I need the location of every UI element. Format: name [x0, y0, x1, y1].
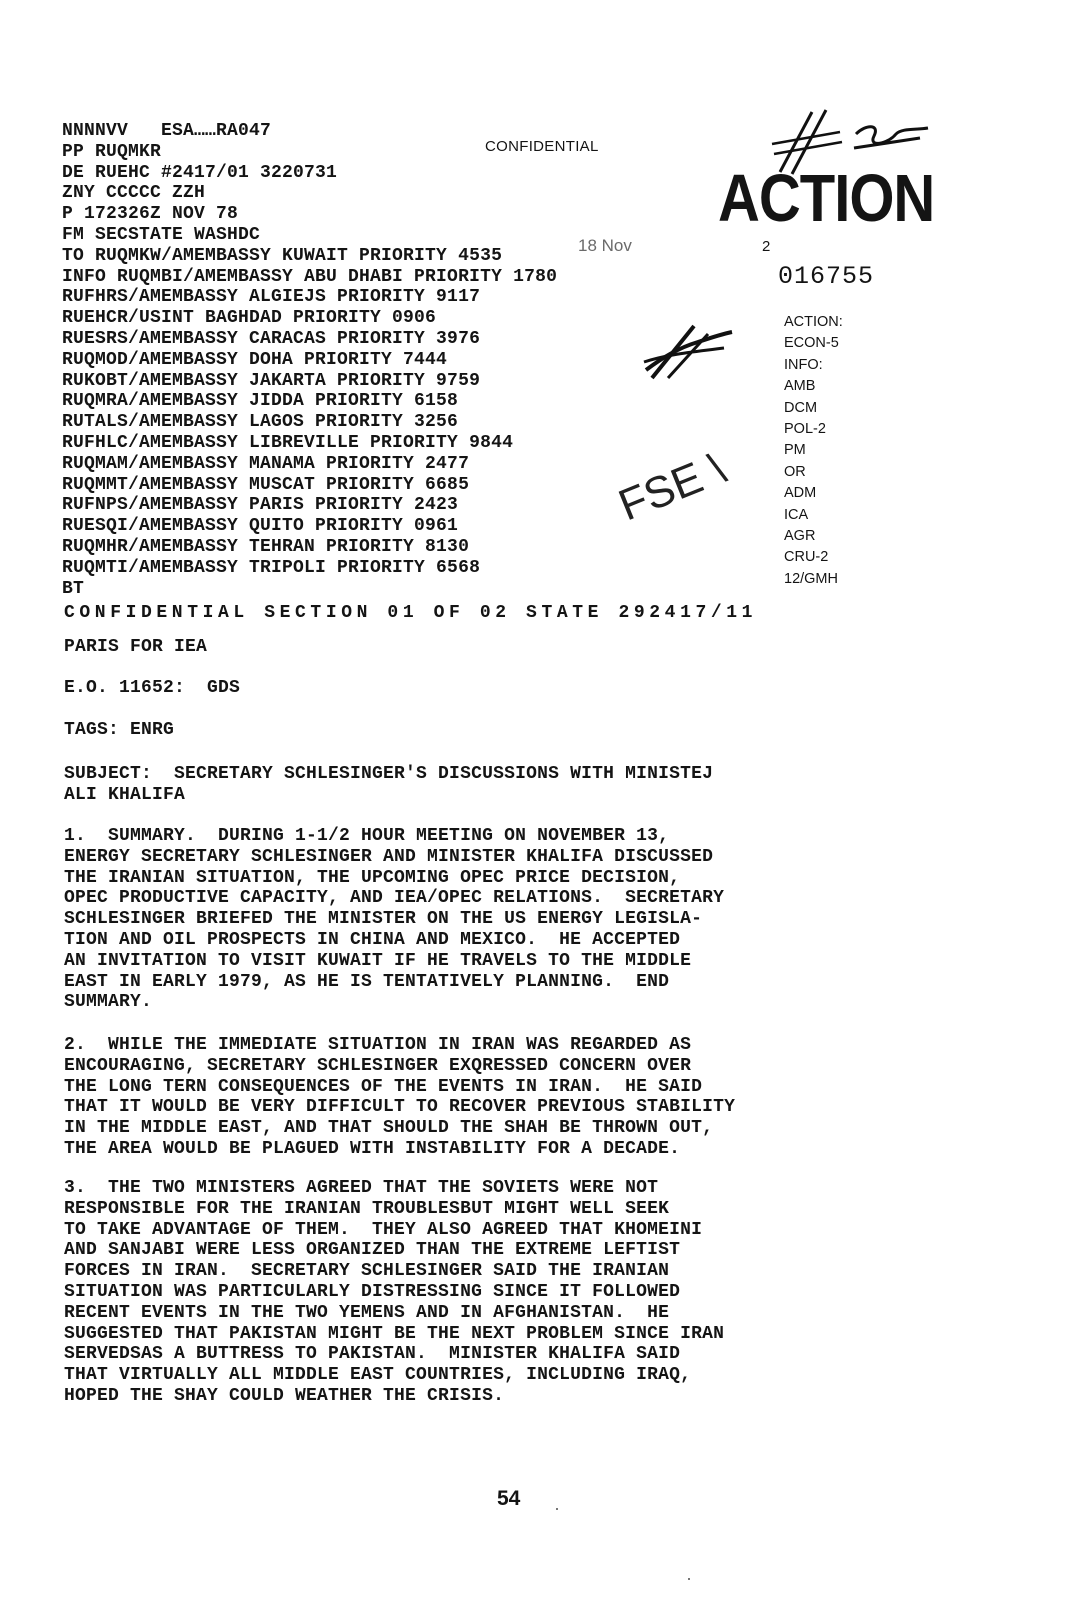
routing-entry: AGR: [784, 527, 816, 544]
date-received-stamp: 18 Nov: [578, 236, 632, 255]
header-line: BT: [62, 578, 85, 599]
subject-line: SUBJECT: SECRETARY SCHLESINGER'S DISCUSSIONS WITH MINISTEJ ALI KHALIFA: [64, 764, 714, 805]
cable-header: [62, 121, 557, 599]
routing-entry: 12/GMH: [784, 570, 838, 587]
header-line: PP RUQMKR: [62, 141, 162, 162]
header-line: RUEHCR/USINT BAGHDAD PRIORITY 0906: [62, 308, 437, 329]
header-line: RUQMHR/AMEMBASSY TEHRAN PRIORITY 8130: [62, 536, 470, 557]
header-line: INFO RUQMBI/AMEMBASSY ABU DHABI PRIORITY 1780: [62, 266, 558, 287]
page-number: 54: [497, 1487, 521, 1510]
header-line: RUFHLC/AMEMBASSY LIBREVILLE PRIORITY 9844: [62, 432, 514, 453]
routing-entry: INFO:: [784, 356, 823, 373]
paris-for-line: PARIS FOR IEA: [64, 637, 208, 657]
header-line: TO RUQMKW/AMEMBASSY KUWAIT PRIORITY 4535: [62, 245, 503, 266]
header-line: RUQMMT/AMEMBASSY MUSCAT PRIORITY 6685: [62, 474, 470, 495]
routing-entry: ADM: [784, 485, 817, 502]
routing-entry: AMB: [784, 378, 816, 395]
header-line: ZNY CCCCC ZZH: [62, 183, 206, 204]
scan-speck: [556, 1508, 558, 1510]
routing-entry: ACTION:: [784, 314, 843, 330]
routing-entry: CRU-2: [784, 549, 829, 566]
header-line: RUFHRS/AMEMBASSY ALGIEJS PRIORITY 9117: [62, 287, 481, 308]
header-line: RUQMTI/AMEMBASSY TRIPOLI PRIORITY 6568: [62, 557, 481, 578]
header-line: RUESRS/AMEMBASSY CARACAS PRIORITY 3976: [62, 328, 481, 349]
header-line: RUFNPS/AMEMBASSY PARIS PRIORITY 2423: [62, 495, 459, 516]
routing-entry: ECON-5: [784, 335, 839, 352]
header-line: RUQMRA/AMEMBASSY JIDDA PRIORITY 6158: [62, 391, 459, 412]
header-line: RUQMOD/AMEMBASSY DOHA PRIORITY 7444: [62, 349, 448, 370]
tags-line: TAGS: ENRG: [64, 720, 175, 740]
routing-entry: DCM: [784, 399, 818, 416]
paragraph-1: 1. SUMMARY. DURING 1-1/2 HOUR MEETING ON NOVEMBER 13, ENERGY SECRETARY SCHLESINGER AND MINISTER KHALIFA DISCUSSED THE IRANIAN SITUATION, THE UPCOMING OPEC PRICE DECISION, OPEC PRODUCTIVE CAPACITY, AND IEA/OPEC RELATIONS. SECRETARY SCHLESINGER BRIEFED THE MINISTER ON THE US ENERGY LEGISLA- TION AND OIL PROSPECTS IN CHINA AND MEXICO. HE ACCEPTED AN INVITATION TO VISIT KUWAIT IF HE TRAVELS TO THE MIDDLE EAST IN EARLY 1979, AS HE IS TENTATIVELY PLANNING. END SUMMARY.: [64, 826, 725, 1013]
routing-entry: OR: [784, 463, 806, 480]
header-line: DE RUEHC #2417/01 3220731: [62, 162, 338, 183]
header-line: NNNNVV ESA……RA047: [62, 121, 272, 141]
routing-entry: ICA: [784, 506, 809, 523]
header-line: FM SECSTATE WASHDC: [62, 224, 261, 245]
header-line: RUKOBT/AMEMBASSY JAKARTA PRIORITY 9759: [62, 370, 481, 391]
routing-entry: PM: [784, 442, 806, 459]
confidential-section-line: CONFIDENTIAL SECTION 01 OF 02 STATE 292417/11: [64, 603, 758, 623]
paragraph-2: 2. WHILE THE IMMEDIATE SITUATION IN IRAN WAS REGARDED AS ENCOURAGING, SECRETARY SCHLESINGER EXQRESSED CONCERN OVER THE LONG TERN CONSEQUENCES OF THE EVENTS IN IRAN. HE SAID THAT IT WOULD BE VERY DIFFICULT TO RECOVER PREVIOUS STABILITY IN THE MIDDLE EAST, AND THAT SHOULD THE SHAH BE THROWN OUT, THE AREA WOULD BE PLAGUED WITH INSTABILITY FOR A DECADE.: [64, 1035, 736, 1159]
header-line: RUTALS/AMEMBASSY LAGOS PRIORITY 3256: [62, 412, 459, 433]
document-number: 016755: [778, 262, 875, 291]
scan-speck: [688, 1578, 690, 1580]
action-stamp: ACTION: [718, 161, 935, 236]
confidential-mark: CONFIDENTIAL: [485, 138, 599, 155]
handwritten-note: FSE \: [612, 443, 733, 531]
paragraph-3: 3. THE TWO MINISTERS AGREED THAT THE SOVIETS WERE NOT RESPONSIBLE FOR THE IRANIAN TROUBLESBUT MIGHT WELL SEEK TO TAKE ADVANTAGE OF THEM. THEY ALSO AGREED THAT KHOMEINI AND SANJABI WERE LESS ORGANIZED THAN THE EXTREME LEFTIST FORCES IN IRAN. SECRETARY SCHLESINGER SAID THE IRANIAN SITUATION WAS PARTICULARLY DISTRESSING SINCE IT FOLLOWED RECENT EVENTS IN THE TWO YEMENS AND IN AFGHANISTAN. HE SUGGESTED THAT PAKISTAN MIGHT BE THE NEXT PROBLEM SINCE IRAN SERVEDSAS A BUTTRESS TO PAKISTAN. MINISTER KHALIFA SAID THAT VIRTUALLY ALL MIDDLE EAST COUNTRIES, INCLUDING IRAQ, HOPED THE SHAY COULD WEATHER THE CRISIS.: [64, 1178, 725, 1406]
crossed-out-initials: [638, 318, 738, 384]
routing-entry: POL-2: [784, 420, 826, 437]
header-line: RUESQI/AMEMBASSY QUITO PRIORITY 0961: [62, 516, 459, 537]
routing-list: [784, 312, 843, 590]
stray-mark: 2: [762, 238, 771, 255]
header-line: P 172326Z NOV 78: [62, 204, 239, 225]
header-line: RUQMAM/AMEMBASSY MANAMA PRIORITY 2477: [62, 453, 470, 474]
eo-line: E.O. 11652: GDS: [64, 678, 241, 698]
